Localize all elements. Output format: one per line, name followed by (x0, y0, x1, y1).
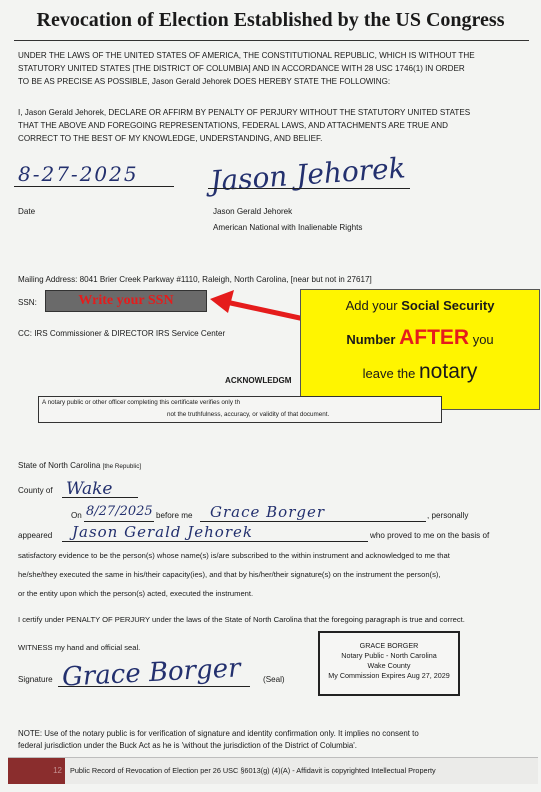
signer-status: American National with Inalienable Rights (213, 223, 363, 232)
ssn-label: SSN: (18, 298, 37, 307)
footer-text: Public Record of Revocation of Election per 26 USC §6013(g) (4)(A) - Affidavit is copyrighted Intellectual Property (70, 766, 436, 775)
appeared-label: appeared (18, 531, 53, 540)
callout-line-2: Number AFTER you (346, 326, 494, 349)
note-paragraph (18, 728, 419, 752)
seal-line: Wake County (367, 661, 411, 670)
mailing-address: Mailing Address: 8041 Brier Creek Parkway #1110, Raleigh, North Carolina, [near but not in 27617] (18, 275, 372, 284)
before-me-label: before me (156, 511, 193, 520)
on-date-line (84, 521, 154, 522)
note-line: NOTE: Use of the notary public is for verification of signature and identity confirmation only. It implies no consent to (18, 729, 419, 738)
declaration-line: THAT THE ABOVE AND FOREGOING REPRESENTATIONS, FEDERAL LAWS, AND ATTACHMENTS ARE TRUE AND (18, 121, 448, 130)
handwritten-date: 8-27-2025 (18, 162, 139, 186)
signer-name: Jason Gerald Jehorek (213, 207, 293, 216)
appeared-handwritten: Jason Gerald Jehorek (72, 523, 253, 541)
county-line (62, 497, 138, 498)
document-title: Revocation of Election Established by the US Congress (36, 9, 505, 31)
state-line: State of North Carolina [the Republic] (18, 461, 142, 470)
date-label: Date (18, 207, 36, 216)
certify-line: I certify under PENALTY OF PERJURY under the laws of the State of North Carolina that the foregoing paragraph is true and correct. (18, 615, 465, 624)
notice-line: A notary public or other officer completing this certificate verifies only th (42, 399, 240, 406)
ssn-instruction-callout (300, 289, 540, 410)
page-number: 12 (8, 758, 65, 784)
notary-notice-box (38, 396, 442, 423)
seal-line: Notary Public - North Carolina (341, 651, 437, 660)
declaration-line: I, Jason Gerald Jehorek, DECLARE OR AFFIRM BY PENALTY OF PERJURY WITHOUT THE STATUTORY UNITED STATES (18, 108, 471, 117)
acknowledgment-body (18, 546, 450, 603)
ack-line: he/she/they executed the same in his/their capacity(ies), and that by his/her/their signature(s) on the instrument the person(s), (18, 570, 441, 579)
acknowledgment-heading: ACKNOWLEDGM (225, 376, 292, 385)
appeared-line (62, 541, 368, 542)
county-label: County of (18, 486, 53, 495)
declaration-line: CORRECT TO THE BEST OF MY KNOWLEDGE, UNDERSTANDING, AND BELIEF. (18, 134, 323, 143)
notary-signature-line (58, 686, 250, 687)
notary-seal (318, 631, 460, 696)
note-line: federal jurisdiction under the Buck Act as he is 'without the jurisdiction of the District of Columbia'. (18, 741, 357, 750)
ssn-overlay-text: Write your SSN (78, 293, 174, 308)
cc-line: CC: IRS Commissioner & DIRECTOR IRS Service Center (18, 329, 226, 338)
signature-label: Signature (18, 675, 53, 684)
intro-line: STATUTORY UNITED STATES [THE DISTRICT OF COLUMBIA] AND IN ACCORDANCE WITH 28 USC 1746(1) IN ORDER (18, 64, 465, 73)
seal-label: (Seal) (263, 675, 285, 684)
on-date-handwritten: 8/27/2025 (86, 504, 153, 519)
ack-line: satisfactory evidence to be the person(s) whose name(s) is/are subscribed to the within instrument and acknowledged to me that (18, 551, 450, 560)
seal-line: My Commission Expires Aug 27, 2029 (328, 671, 450, 680)
intro-line: UNDER THE LAWS OF THE UNITED STATES OF AMERICA, THE CONSTITUTIONAL REPUBLIC, WHICH IS WITHOUT THE (18, 51, 475, 60)
personally-label: , personally (427, 511, 469, 520)
notary-signature: Grace Borger (61, 653, 242, 693)
callout-line-3: leave the notary (362, 360, 478, 383)
who-proved-text: who proved to me on the basis of (370, 531, 490, 540)
notice-line: not the truthfulness, accuracy, or validity of that document. (167, 411, 330, 418)
seal-line: GRACE BORGER (359, 641, 419, 650)
signer-signature: Jason Jehorek (209, 151, 407, 198)
callout-line-1: Add your Social Security (345, 298, 495, 313)
county-handwritten: Wake (66, 479, 113, 499)
notary-name-line (200, 521, 426, 522)
notary-name-handwritten: Grace Borger (210, 503, 326, 521)
intro-line: TO BE AS PRECISE AS POSSIBLE, Jason Gerald Jehorek DOES HEREBY STATE THE FOLLOWING: (18, 77, 391, 86)
witness-line: WITNESS my hand and official seal. (18, 643, 141, 652)
page-footer (8, 757, 538, 784)
ack-line: or the entity upon which the person(s) acted, executed the instrument. (18, 589, 254, 598)
on-label: On (71, 511, 82, 520)
